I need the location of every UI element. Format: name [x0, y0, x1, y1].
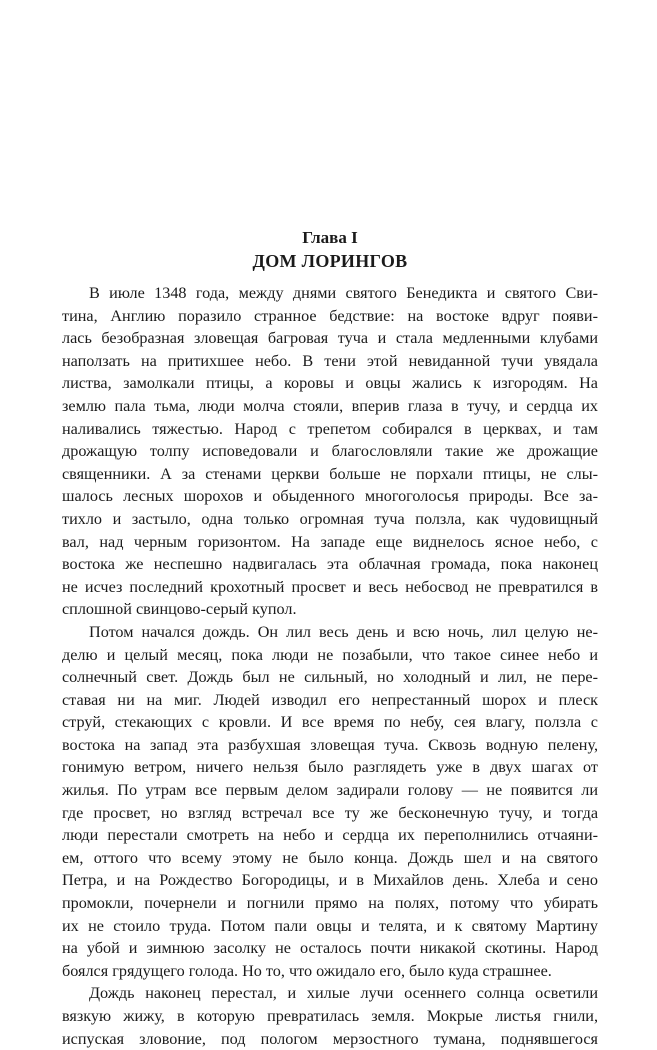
text-line: Петра, и на Рождество Богородицы, и в Михайлов день. Хлеба и сено [62, 871, 598, 890]
paragraph [62, 621, 598, 983]
text-line: ем, оттого что всему этому не было конца. Дождь шел и на святого [62, 848, 598, 867]
text-line: Потом начался дождь. Он лил весь день и всю ночь, лил целую не- [89, 622, 598, 641]
text-line: сплошной свинцово-серый купол. [62, 600, 297, 619]
text-line: не исчез последний крохотный просвет и весь небосвод не превратился в [62, 577, 598, 596]
text-line: испуская зловоние, под пологом мерзостного тумана, поднявшегося [62, 1029, 598, 1048]
text-line: делю и целый месяц, пока люди не позабыли, что такое синее небо и [62, 645, 598, 664]
text-line: люди перестали смотреть на небо и сердца их переполнились отчаяни- [62, 826, 598, 845]
text-line: на убой и зимнюю засолку не осталось почти никакой скотины. Народ [62, 939, 598, 958]
text-line: землю пала тьма, люди молча стояли, вперив глаза в тучу, и сердца их [62, 396, 598, 415]
paragraph [62, 282, 598, 621]
text-line: листва, замолкали птицы, а коровы и овцы жались к изгородям. На [62, 374, 598, 393]
text-line: боялся грядущего голода. Но то, что ожидало его, было куда страшнее. [62, 961, 552, 980]
text-line: гонимую ветром, ничего нельзя было разглядеть уже в двух шагах от [62, 758, 598, 777]
text-line: тина, Англию поразило странное бедствие: на востоке вдруг появи- [62, 306, 598, 325]
text-line: вязкую жижу, в которую превратилась земля. Мокрые листья гнили, [62, 1007, 598, 1025]
text-line: промокли, почернели и погнили прямо на полях, потому что убирать [62, 894, 598, 913]
text-line: шалось лесных шорохов и обыденного многоголосья природы. Все за- [62, 487, 598, 506]
text-line: где просвет, но взгляд встречал все ту же бесконечную тучу, и тогда [62, 803, 598, 822]
text-line: священники. А за стенами церкви больше не порхали птицы, не слы- [62, 464, 598, 483]
text-line: востока на запад эта разбухшая зловещая туча. Сквозь водную пелену, [62, 735, 598, 754]
text-line: В июле 1348 года, между днями святого Бенедикта и святого Сви- [89, 284, 598, 302]
text-line: наползать на притихшее небо. В тени этой невиданной тучи увядала [62, 351, 598, 370]
chapter-title: ДОМ ЛОРИНГОВ [252, 251, 408, 271]
text-line: солнечный свет. Дождь был не сильный, но холодный и лил, не пере- [62, 668, 598, 687]
chapter-label: Глава I [302, 228, 358, 247]
text-line: ставая ни на миг. Людей изводил его непрестанный шорох и плеск [62, 690, 598, 709]
text-line: тихло и застыло, одна только огромная туча ползла, как чудовищный [62, 509, 598, 528]
body-text [62, 282, 598, 1050]
text-line: струй, стекающих с кровли. И все время по небу, сея влагу, ползла с [62, 713, 598, 732]
text-line: лась безобразная зловещая багровая туча и стала медленными клубами [62, 329, 598, 348]
text-line: дрожащую толпу исповедовали и благословляли такие же дрожащие [62, 442, 598, 461]
paragraph [62, 982, 598, 1050]
text-line: их не стоило труда. Потом пали овцы и телята, и к святому Мартину [62, 916, 598, 935]
text-line: вал, над черным горизонтом. На западе еще виднелось ясное небо, с [62, 532, 598, 551]
text-line: жилья. По утрам все первым делом задирали голову — не появится ли [62, 781, 598, 800]
text-line: наливались тяжестью. Народ с трепетом собирался в церквах, и там [62, 419, 598, 438]
text-line: Дождь наконец перестал, и хилые лучи осеннего солнца осветили [89, 984, 598, 1003]
text-line: востока же неспешно надвигалась эта облачная громада, пока наконец [62, 555, 598, 574]
